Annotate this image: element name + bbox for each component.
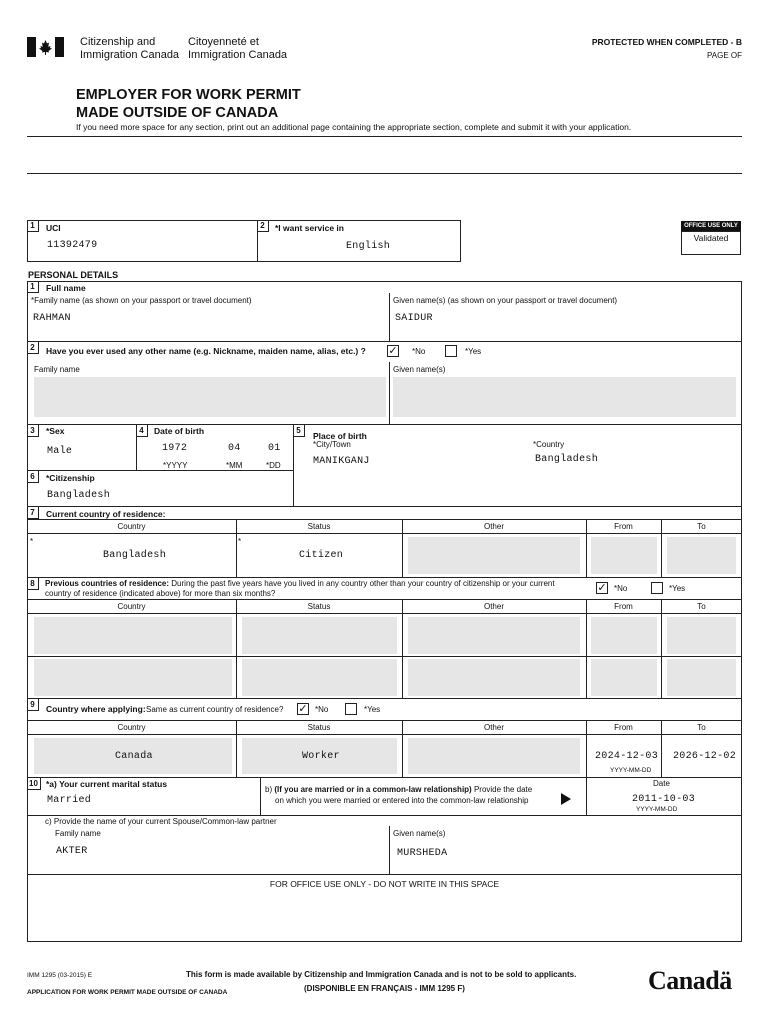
marital-b-prefix: b) <box>265 785 275 794</box>
previous-residence-text-2: country of residence (indicated above) for more than six months? <box>45 589 276 598</box>
pob-country-select[interactable]: Bangladesh <box>535 454 599 465</box>
uci-field[interactable]: 11392479 <box>47 240 98 251</box>
cr-status-select[interactable]: Citizen <box>299 550 344 561</box>
previous-residence-yes-label: *Yes <box>669 584 686 593</box>
dept-name-en <box>80 36 179 62</box>
ap-to-field[interactable]: 2026-12-02 <box>673 751 737 762</box>
other-given-name-label: Given name(s) <box>393 365 446 374</box>
dob-number: 4 <box>136 425 148 437</box>
dob-year-field[interactable]: 1972 <box>162 443 188 454</box>
pr-header-country: Country <box>117 602 146 611</box>
marital-b-line2: on which you were married or entered into the common-law relationship <box>275 796 529 805</box>
ap-from-format: YYYY-MM-DD <box>610 767 652 774</box>
other-name-yes-checkbox[interactable] <box>445 345 457 357</box>
pr-header-status: Status <box>307 602 331 611</box>
form-code: IMM 1295 (03-2015) E <box>27 972 93 979</box>
other-name-number: 2 <box>27 342 39 354</box>
ap-header-top <box>27 720 742 721</box>
spouse-divider <box>389 826 390 874</box>
sex-number: 3 <box>27 425 39 437</box>
ap-header-country: Country <box>117 723 146 732</box>
form-title <box>76 86 301 122</box>
arrow-right-icon <box>561 792 571 810</box>
citizenship-number: 6 <box>27 471 39 483</box>
dept-fr-line1: Citoyenneté et <box>188 36 259 48</box>
previous-residence-bold: Previous countries of residence: <box>45 579 170 588</box>
citizenship-label: *Citizenship <box>46 473 95 483</box>
divider-mid <box>27 173 742 174</box>
marital-number: 10 <box>27 778 41 790</box>
row-line-3 <box>27 506 742 507</box>
pob-number: 5 <box>293 425 305 437</box>
office-use-header: OFFICE USE ONLY <box>681 221 741 231</box>
ap-other-field[interactable] <box>408 738 580 774</box>
marital-status-label: *a) Your current marital status <box>46 779 168 789</box>
cr-col-1 <box>236 519 237 577</box>
cr-country-select[interactable]: Bangladesh <box>103 550 167 561</box>
instructions: If you need more space for any section, print out an additional page containing the appropriate section, complete and submit it with your application. <box>76 122 632 132</box>
canada-flag-icon <box>27 37 64 57</box>
page-of-label: PAGE OF <box>707 51 742 60</box>
service-language-label: *I want service in <box>275 223 344 233</box>
uci-label: UCI <box>46 223 61 233</box>
pr-row2-to[interactable] <box>667 659 736 696</box>
family-name-label: *Family name (as shown on your passport or travel document) <box>31 296 252 305</box>
ap-header-bottom <box>27 734 742 735</box>
ap-header-status: Status <box>307 723 331 732</box>
ap-country-value: Canada <box>115 751 153 762</box>
cr-header-top <box>27 519 742 520</box>
form-title-line1: EMPLOYER FOR WORK PERMIT <box>76 87 301 103</box>
other-family-name-field[interactable] <box>34 377 386 417</box>
sex-select[interactable]: Male <box>47 446 73 457</box>
cr-country-star: * <box>30 537 34 546</box>
spouse-name-instruction: c) Provide the name of your current Spouse/Common-law partner <box>45 817 277 826</box>
applying-yes-checkbox[interactable] <box>345 703 357 715</box>
personal-details-heading: PERSONAL DETAILS <box>28 270 119 280</box>
other-name-no-checkbox[interactable]: ✓ <box>388 345 398 357</box>
canada-wordmark: Canadä <box>648 966 732 995</box>
given-name-label: Given name(s) (as shown on your passport or travel document) <box>393 296 618 305</box>
dept-name-fr <box>188 36 287 62</box>
pr-col-2 <box>402 599 403 698</box>
row-line-6 <box>27 777 742 778</box>
pob-city-field[interactable]: MANIKGANJ <box>313 456 370 467</box>
row-line-1 <box>27 341 742 342</box>
dob-label: Date of birth <box>154 426 205 436</box>
cr-header-country: Country <box>117 522 146 531</box>
marital-divider <box>260 777 261 815</box>
previous-residence-text-1: During the past five years have you lived in any country other than your country of citizenship or your current <box>169 579 555 588</box>
other-name-yes-label: *Yes <box>465 347 482 356</box>
marital-b-bold: (If you are married or in a common-law relationship) <box>274 785 472 794</box>
applying-number: 9 <box>27 699 39 711</box>
ap-header-other: Other <box>483 723 504 732</box>
marital-date-label: Date <box>653 779 670 788</box>
protected-label: PROTECTED WHEN COMPLETED - B <box>591 37 742 47</box>
spouse-given-name-label: Given name(s) <box>393 829 446 838</box>
applying-no-label: *No <box>315 705 329 714</box>
full-name-number: 1 <box>27 281 39 293</box>
row-line-2 <box>27 424 742 425</box>
current-residence-label: Current country of residence: <box>46 509 166 519</box>
cr-status-star: * <box>238 537 242 546</box>
ap-col-4 <box>661 720 662 777</box>
ap-col-1 <box>236 720 237 777</box>
sex-label: *Sex <box>46 426 65 436</box>
cr-header-other: Other <box>483 522 504 531</box>
marital-date-format: YYYY-MM-DD <box>636 806 678 813</box>
ap-col-2 <box>402 720 403 777</box>
cr-col-2 <box>402 519 403 577</box>
full-name-divider <box>389 293 390 341</box>
row-line-4 <box>27 577 742 578</box>
q1-number: 1 <box>27 220 39 232</box>
pr-row1-country[interactable] <box>34 617 232 654</box>
pr-col-3 <box>586 599 587 698</box>
dob-year-format: *YYYY <box>163 461 188 470</box>
ap-header-to: To <box>697 723 706 732</box>
dept-en-line1: Citizenship and <box>80 36 156 48</box>
service-language-select[interactable]: English <box>346 241 391 252</box>
current-residence-number: 7 <box>27 507 39 519</box>
pr-row1-status[interactable] <box>242 617 397 654</box>
pr-row1-to[interactable] <box>667 617 736 654</box>
dept-en-line2: Immigration Canada <box>80 49 180 61</box>
pr-col-4 <box>661 599 662 698</box>
pr-header-top <box>27 599 742 600</box>
pr-row2-other[interactable] <box>408 659 580 696</box>
row-line-7 <box>27 815 742 816</box>
cr-header-from: From <box>614 522 633 531</box>
cr-col-3 <box>586 519 587 577</box>
pr-header-to: To <box>697 602 706 611</box>
other-given-name-field[interactable] <box>393 377 736 417</box>
cr-header-bottom <box>27 533 742 534</box>
row-line-5 <box>27 698 742 699</box>
pob-label: Place of birth <box>313 431 367 441</box>
applying-yes-label: *Yes <box>364 705 381 714</box>
pr-row-divider <box>27 656 742 657</box>
family-name-field[interactable]: RAHMAN <box>33 313 71 324</box>
applying-label: Country where applying: <box>46 704 146 714</box>
dob-month-field[interactable]: 04 <box>228 443 241 454</box>
cr-header-status: Status <box>307 522 331 531</box>
dob-day-field[interactable]: 01 <box>268 443 281 454</box>
cr-header-to: To <box>697 522 706 531</box>
marital-status-select[interactable]: Married <box>47 795 92 806</box>
ap-from-field[interactable]: 2024-12-03 <box>595 751 659 762</box>
pr-header-other: Other <box>483 602 504 611</box>
footer-notice: This form is made available by Citizenship and Immigration Canada and is not to be sold to applicants. <box>186 970 577 979</box>
pr-header-bottom <box>27 613 742 614</box>
cr-other-field[interactable] <box>408 537 580 574</box>
validated-text: Validated <box>693 233 729 243</box>
spouse-family-name-label: Family name <box>55 829 101 838</box>
pr-row2-from[interactable] <box>591 659 657 696</box>
dob-month-format: *MM <box>226 461 243 470</box>
ap-status-value: Worker <box>302 751 340 762</box>
spouse-family-name-field[interactable]: AKTER <box>56 846 88 857</box>
pr-row1-other[interactable] <box>408 617 580 654</box>
form-title-line2: MADE OUTSIDE OF CANADA <box>76 105 279 121</box>
previous-residence-question <box>45 579 555 599</box>
pr-header-from: From <box>614 602 633 611</box>
q2-number: 2 <box>257 220 269 232</box>
pob-country-label: *Country <box>533 440 565 449</box>
office-use-notice: FOR OFFICE USE ONLY - DO NOT WRITE IN THIS SPACE <box>269 879 500 889</box>
pr-row2-country[interactable] <box>34 659 232 696</box>
divider-top <box>27 136 742 137</box>
footer-french-note: (DISPONIBLE EN FRANÇAIS - IMM 1295 F) <box>304 984 465 993</box>
other-name-question: Have you ever used any other name (e.g. Nickname, maiden name, alias, etc.) ? <box>46 346 366 356</box>
dob-day-format: *DD <box>266 461 281 470</box>
pr-row2-status[interactable] <box>242 659 397 696</box>
marital-date-question <box>265 784 532 806</box>
marital-date-field[interactable]: 2011-10-03 <box>632 794 696 805</box>
applying-no-checkbox[interactable]: ✓ <box>298 703 308 715</box>
ap-col-3 <box>586 720 587 815</box>
previous-residence-number: 8 <box>27 578 39 590</box>
previous-residence-no-label: *No <box>614 584 628 593</box>
applying-sub-label: Same as current country of residence? <box>146 705 284 714</box>
citizenship-select[interactable]: Bangladesh <box>47 490 111 501</box>
full-name-label: Full name <box>46 283 86 293</box>
cr-from-field[interactable] <box>591 537 657 574</box>
pob-city-label: *City/Town <box>313 440 351 449</box>
ap-header-from: From <box>614 723 633 732</box>
other-family-name-label: Family name <box>34 365 80 374</box>
cr-to-field[interactable] <box>667 537 736 574</box>
marital-b-rest: Provide the date <box>471 785 533 794</box>
given-name-field[interactable]: SAIDUR <box>395 313 433 324</box>
pr-row1-from[interactable] <box>591 617 657 654</box>
spouse-given-name-field[interactable]: MURSHEDA <box>397 848 448 859</box>
pr-col-1 <box>236 599 237 698</box>
dept-fr-line2: Immigration Canada <box>188 49 288 61</box>
cr-col-4 <box>661 519 662 577</box>
other-name-no-label: *No <box>412 347 426 356</box>
other-name-divider <box>389 362 390 424</box>
previous-residence-no-checkbox[interactable]: ✓ <box>597 582 607 594</box>
previous-residence-yes-checkbox[interactable] <box>651 582 663 594</box>
footer-form-title: APPLICATION FOR WORK PERMIT MADE OUTSIDE OF CANADA <box>27 989 228 996</box>
row-line-3a <box>27 470 294 471</box>
